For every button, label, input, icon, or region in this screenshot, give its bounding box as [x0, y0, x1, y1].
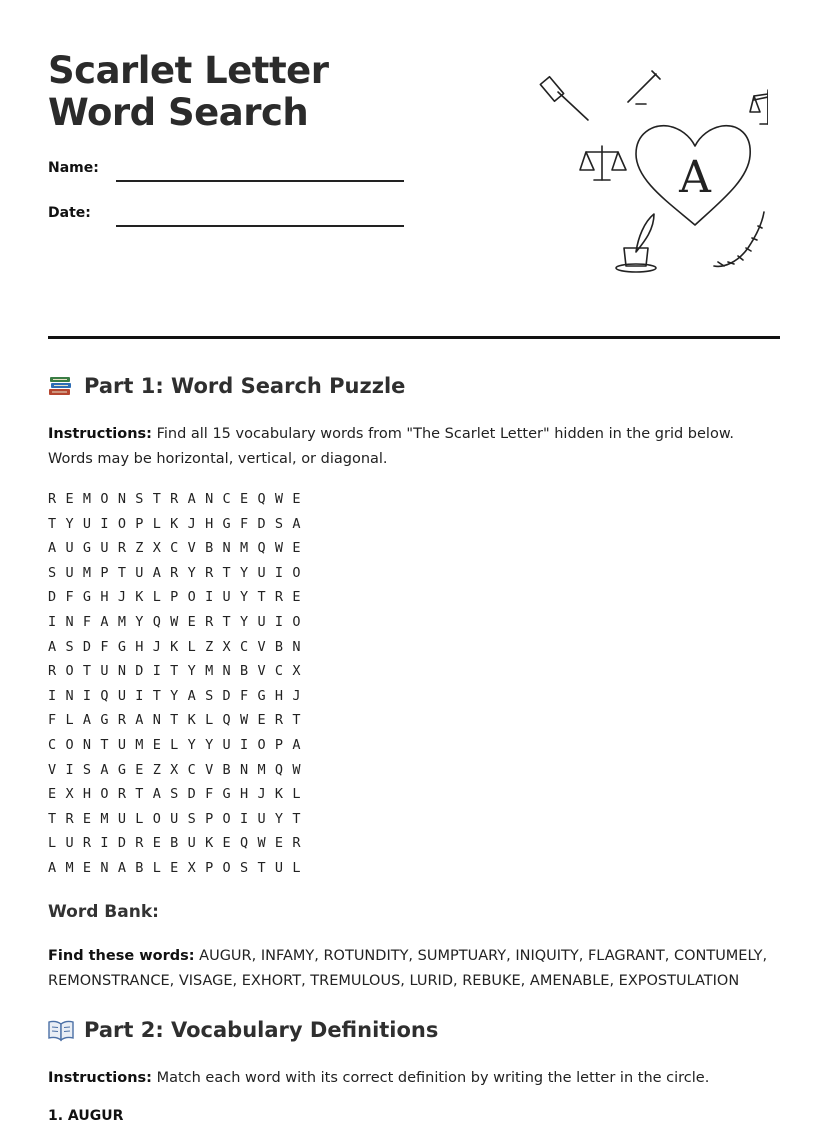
grid-row: R O T U N D I T Y M N B V C X [48, 663, 302, 680]
part2-heading [48, 1018, 438, 1042]
books-icon [48, 374, 74, 398]
grid-row: T R E M U L O U S P O I U Y T [48, 810, 302, 827]
part2-heading-text: Part 2: Vocabulary Definitions [84, 1018, 439, 1042]
section-divider [48, 336, 780, 339]
scales-icon-right [750, 90, 768, 124]
nail-icon [628, 71, 660, 104]
word-bank-list [48, 944, 780, 994]
grid-row: D F G H J K L P O I U Y T R E [48, 589, 302, 606]
part1-heading [48, 374, 405, 398]
part1-heading-text: Part 1: Word Search Puzzle [84, 374, 406, 398]
part2-instructions-text: Match each word with its correct definition by writing the letter in the circle. [151, 1070, 710, 1086]
vocab-item-1: 1. AUGUR [48, 1108, 124, 1124]
grid-row: E X H O R T A S D F G H J K L [48, 786, 302, 803]
name-label: Name: [48, 160, 99, 176]
gavel-icon [540, 77, 588, 120]
scales-icon [754, 92, 768, 124]
grid-row: R E M O N S T R A N C E Q W E [48, 491, 302, 507]
open-book-icon [48, 1018, 74, 1042]
name-write-line [116, 180, 404, 182]
grid-row: A S D F G H J K L Z X C V B N [48, 638, 302, 655]
grid-row: C O N T U M E L Y Y U I O P A [48, 736, 302, 753]
part2-instructions-label: Instructions: [48, 1070, 152, 1086]
date-label: Date: [48, 205, 91, 221]
grid-row: L U R I D R E B U K E Q W E R [48, 835, 302, 852]
page-title: Scarlet Letter Word Search [48, 49, 329, 134]
grid-row: T Y U I O P L K J H G F D S A [48, 515, 302, 532]
grid-row: A U G U R Z X C V B N M Q W E [48, 540, 302, 557]
part1-instructions [48, 422, 780, 472]
date-write-line [116, 225, 404, 227]
grid-row: I N F A M Y Q W E R T Y U I O [48, 613, 302, 630]
word-search-grid [48, 487, 348, 881]
scarlet-letter-a: A [679, 152, 711, 203]
part2-instructions [48, 1066, 780, 1091]
quill-inkwell-icon [616, 214, 656, 272]
grid-row: F L A G R A N T K L Q W E R T [48, 712, 302, 729]
chain-icon [714, 212, 768, 266]
part1-instructions-label: Instructions: [48, 426, 152, 442]
scales-icon-left [580, 146, 626, 180]
word-bank-label: Find these words: [48, 948, 195, 964]
word-bank-words: AUGUR, INFAMY, ROTUNDITY, SUMPTUARY, INIQUITY, FLAGRANT, CONTUMELY, REMONSTRANCE, VISAGE, EXHORT, TREMULOUS, LURID, REBUKE, AMENABLE, EXPOSTULATION [48, 948, 768, 989]
scarlet-letter-illustration [528, 62, 768, 277]
grid-row: V I S A G E Z X C V B N M Q W [48, 761, 302, 778]
part1-instructions-text: Find all 15 vocabulary words from "The Scarlet Letter" hidden in the grid below. Words may be horizontal, vertical, or diagonal. [48, 426, 734, 467]
word-bank-heading: Word Bank: [48, 902, 159, 922]
grid-row: A M E N A B L E X P O S T U L [48, 859, 302, 876]
date-field [48, 205, 408, 229]
grid-row: I N I Q U I T Y A S D F G H J [48, 687, 302, 704]
grid-row: S U M P T U A R Y R T Y U I O [48, 564, 302, 581]
name-field [48, 160, 408, 184]
